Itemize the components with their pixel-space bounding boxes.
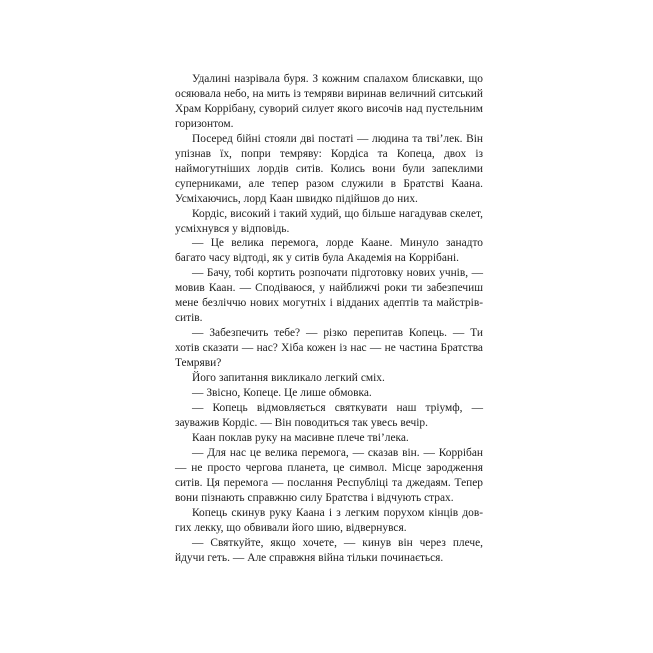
paragraph: — Звісно, Копеце. Це лише обмовка. bbox=[192, 387, 372, 400]
paragraph: Каан поклав руку на масивне плече тві’лека. bbox=[192, 431, 409, 444]
paragraph: Посеред бійні стояли дві постаті — людина та тві’лек. Він упізнав їх, попри темряву: Кордіса та Копеца, двох із наймогутніших лордів ситів. Колись вони були запеклими суперниками, але тепер разом служили в Братстві Каана. Усміхаючись, лорд Каан швидко підійшов до них. bbox=[175, 132, 483, 205]
paragraph: — Забезпечить тебе? — різко перепитав Копець. — Ти хотів сказати — нас? Хіба кожен із нас — не частина Братства Темряви? bbox=[175, 327, 483, 370]
paragraph: — Для нас це велика перемога, — сказав він. — Коррібан — не просто чергова планета, це символ. Місце зародження ситів. Ця перемога — послання Республіці та джедаям. Тепер вони пізнають справжню силу Братства і відчують страх. bbox=[175, 446, 483, 504]
paragraph: Кордіс, високий і такий худий, що більше нагадував скелет, усміхнувся у відповідь. bbox=[175, 207, 483, 235]
paragraph: — Святкуйте, якщо хочете, — кинув він через плече, йдучи геть. — Але справжня війна тільки починається. bbox=[175, 536, 483, 564]
paragraph: Удалині назрівала буря. З кожним спалахом блискавки, що осяювала небо, на мить із темряви виринав величний ситський Храм Коррібану, суворий силует якого височів над пустельним горизонтом. bbox=[175, 73, 483, 130]
page-text-block bbox=[175, 72, 483, 565]
paragraph: Його запитання викликало легкий сміх. bbox=[192, 372, 385, 385]
paragraph: Копець скинув руку Каана і з легким порухом кінців довгих лекку, що обвивали його шию, відвернувся. bbox=[175, 506, 483, 534]
paragraph: — Це велика перемога, лорде Каане. Минуло занадто багато часу відтоді, як у ситів була Академія на Коррібані. bbox=[175, 237, 483, 265]
paragraph: — Бачу, тобі кортить розпочати підготовку нових учнів, — мовив Каан. — Сподіваюся, у найближчі роки ти забезпечиш мене безліччю нових могутніх і відданих адептів та майстрів-ситів. bbox=[175, 267, 483, 325]
paragraph: — Копець відмовляється святкувати наш тріумф, — зауважив Кордіс. — Він поводиться так увесь вечір. bbox=[175, 401, 483, 429]
